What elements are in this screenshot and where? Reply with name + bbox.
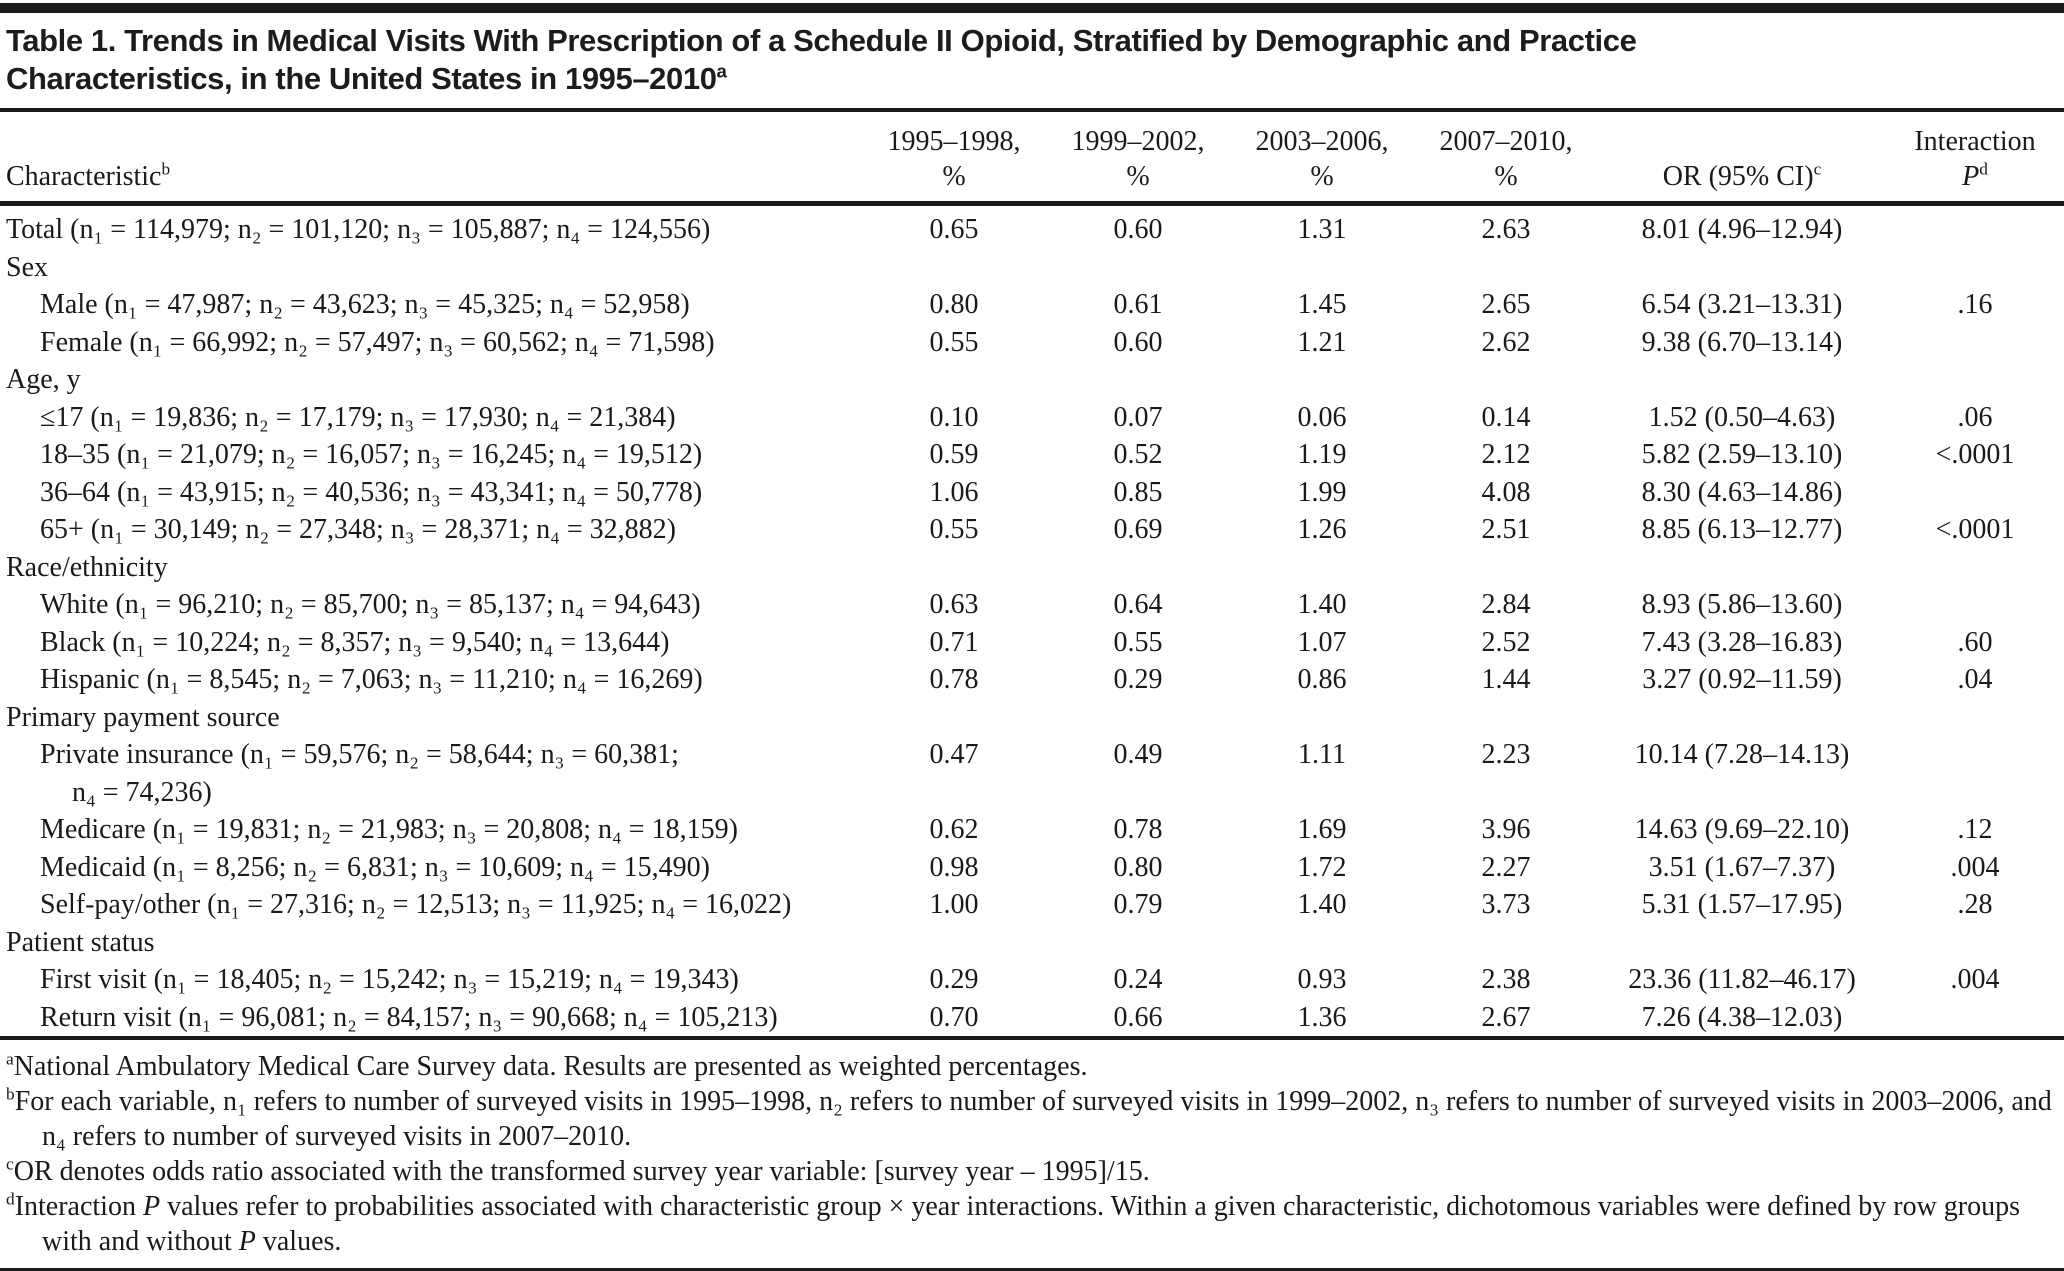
- row-pct-1995-1998: 1.00: [929, 889, 979, 920]
- row-pct-2007-2010: 2.63: [1481, 214, 1531, 245]
- row-characteristic: Hispanic (n₁ = 8,545; n₂ = 7,063; n₃ = 11,210; n₄ = 16,269): [40, 664, 703, 695]
- row-interaction-p: .004: [1950, 964, 2000, 995]
- row-interaction-p: .12: [1957, 814, 1993, 845]
- row-pct-1995-1998: 0.55: [929, 326, 979, 358]
- row-or-ci: 6.54 (3.21–13.31): [1641, 289, 1843, 320]
- row-pct-2007-2010: 2.65: [1481, 289, 1531, 320]
- row-pct-2007-2010: 2.23: [1481, 739, 1531, 770]
- row-characteristic: Self-pay/other (n₁ = 27,316; n₂ = 12,513; n₃ = 11,925; n₄ = 16,022): [40, 889, 792, 920]
- row-pct-1999-2002: 0.78: [1113, 814, 1163, 845]
- footnote-b-marker: b: [6, 1084, 15, 1104]
- table-row: [0, 624, 2064, 662]
- table-figure: [0, 3, 2064, 1271]
- row-pct-2003-2006: 1.21: [1297, 326, 1347, 358]
- row-pct-1995-1998: 0.70: [929, 1001, 979, 1033]
- row-or-ci: 8.93 (5.86–13.60): [1641, 589, 1843, 620]
- row-pct-2003-2006: [1230, 699, 1414, 737]
- row-interaction-p: <.0001: [1935, 514, 2015, 545]
- table-row: [0, 399, 2064, 437]
- table-row: [0, 586, 2064, 624]
- row-pct-1999-2002: [1046, 361, 1230, 399]
- table-title: [6, 22, 2056, 98]
- row-characteristic: 18–35 (n₁ = 21,079; n₂ = 16,057; n₃ = 16,245; n₄ = 19,512): [40, 439, 703, 470]
- row-pct-2007-2010: 2.12: [1481, 439, 1531, 470]
- row-interaction-p: [1886, 586, 2064, 624]
- row-or-ci: 1.52 (0.50–4.63): [1648, 401, 1836, 433]
- row-pct-1995-1998: 0.63: [929, 589, 979, 620]
- table-row: [0, 204, 2064, 249]
- row-or-ci: 8.01 (4.96–12.94): [1641, 214, 1843, 245]
- table-header: [0, 110, 2064, 204]
- row-or-ci: 5.82 (2.59–13.10): [1641, 439, 1843, 470]
- row-interaction-p: [1886, 736, 2064, 811]
- row-pct-1995-1998: 0.80: [929, 289, 979, 320]
- row-pct-2003-2006: 1.11: [1298, 739, 1346, 770]
- row-characteristic: ≤17 (n₁ = 19,836; n₂ = 17,179; n₃ = 17,930; n₄ = 21,384): [40, 401, 676, 433]
- row-pct-1999-2002: [1046, 699, 1230, 737]
- row-interaction-p: .16: [1957, 289, 1993, 320]
- row-characteristic: First visit (n₁ = 18,405; n₂ = 15,242; n₃ = 15,219; n₄ = 19,343): [40, 964, 739, 995]
- row-pct-1999-2002: 0.29: [1113, 664, 1163, 695]
- row-interaction-p: .04: [1957, 664, 1993, 695]
- row-pct-1995-1998: 1.06: [929, 476, 979, 508]
- col-header-characteristic: Characteristic$^b$: [0, 110, 862, 204]
- row-interaction-p: .06: [1957, 401, 1993, 433]
- row-pct-2007-2010: [1414, 924, 1598, 962]
- row-pct-2003-2006: 1.26: [1297, 514, 1347, 545]
- row-pct-2007-2010: 4.08: [1481, 476, 1531, 508]
- table-row: [0, 699, 2064, 737]
- row-pct-1995-1998: 0.71: [929, 626, 979, 658]
- row-pct-2003-2006: 0.86: [1297, 664, 1347, 695]
- row-or-ci: 5.31 (1.57–17.95): [1641, 889, 1843, 920]
- row-pct-2007-2010: [1414, 249, 1598, 287]
- row-pct-1999-2002: 0.49: [1113, 739, 1163, 770]
- row-characteristic: 65+ (n₁ = 30,149; n₂ = 27,348; n₃ = 28,371; n₄ = 32,882): [40, 514, 676, 545]
- row-pct-1999-2002: 0.69: [1113, 514, 1163, 545]
- row-interaction-p: [1886, 361, 2064, 399]
- row-pct-2003-2006: 1.99: [1297, 476, 1347, 508]
- row-characteristic: Total (n₁ = 114,979; n₂ = 101,120; n₃ = 105,887; n₄ = 124,556): [6, 214, 711, 245]
- table-row: [0, 961, 2064, 999]
- row-characteristic: Black (n₁ = 10,224; n₂ = 8,357; n₃ = 9,540; n₄ = 13,644): [40, 626, 670, 658]
- row-or-ci: 8.85 (6.13–12.77): [1641, 514, 1843, 545]
- row-pct-1995-1998: 0.59: [929, 439, 979, 470]
- footnote-a: $^a$National Ambulatory Medical Care Survey data. Results are presented as weighted percentages.: [6, 1049, 1088, 1082]
- row-pct-1995-1998: 0.47: [929, 739, 979, 770]
- italic-p: P: [1962, 161, 1980, 192]
- row-pct-1999-2002: 0.60: [1113, 326, 1163, 358]
- row-pct-1995-1998: [862, 361, 1046, 399]
- row-or-ci: [1598, 699, 1886, 737]
- footnote-b: $^b$For each variable, n₁ refers to number of surveyed visits in 1995–1998, n₂ refers to number of surveyed visits in 1999–2002, n₃ refers to number of surveyed visits in 2003–2006, and n₄ refers to number of surveyed visits in 2007–2010.: [6, 1084, 2052, 1152]
- row-characteristic: Primary payment source: [6, 701, 280, 733]
- row-characteristic: Private insurance (n₁ = 59,576; n₂ = 58,644; n₃ = 60,381; n₄ = 74,236): [0, 736, 862, 811]
- footnote-c: $^c$OR denotes odds ratio associated with the transformed survey year variable: [survey year – 1995]/15.: [6, 1154, 1150, 1187]
- row-pct-1999-2002: [1046, 549, 1230, 587]
- row-pct-1999-2002: 0.52: [1113, 439, 1163, 470]
- italic-p: P: [142, 1191, 161, 1222]
- row-or-ci: [1598, 549, 1886, 587]
- footnote-d: $^d$Interaction P values refer to probabilities associated with characteristic group × year interactions. Within a given characteristic, dichotomous variables were defined by row groups with and without P values.: [6, 1189, 2021, 1257]
- table-row: [0, 924, 2064, 962]
- table-row: [0, 886, 2064, 924]
- row-pct-2007-2010: [1414, 549, 1598, 587]
- row-pct-2003-2006: [1230, 361, 1414, 399]
- row-pct-1995-1998: [862, 699, 1046, 737]
- row-pct-1995-1998: 0.65: [929, 214, 979, 245]
- row-pct-2003-2006: [1230, 549, 1414, 587]
- row-pct-2007-2010: 0.14: [1481, 401, 1531, 433]
- row-interaction-p: [1886, 699, 2064, 737]
- row-pct-1995-1998: [862, 924, 1046, 962]
- footnote-marker-b: b: [161, 159, 171, 179]
- row-pct-2003-2006: [1230, 924, 1414, 962]
- row-interaction-p: .60: [1957, 626, 1993, 658]
- table-row: [0, 361, 2064, 399]
- row-pct-2003-2006: 1.69: [1297, 814, 1347, 845]
- col-header-1999-2002: 1999–2002, %: [1046, 110, 1230, 204]
- row-pct-2003-2006: 1.31: [1297, 214, 1347, 245]
- table-row: [0, 511, 2064, 549]
- opioid-trends-table: [0, 108, 2064, 1040]
- table-title-line2: Characteristics, in the United States in 1995–2010$^a$: [6, 60, 727, 96]
- row-characteristic: Medicare (n₁ = 19,831; n₂ = 21,983; n₃ = 20,808; n₄ = 18,159): [40, 814, 738, 845]
- row-pct-1995-1998: [862, 249, 1046, 287]
- row-pct-1999-2002: 0.80: [1113, 851, 1163, 883]
- row-interaction-p: <.0001: [1935, 439, 2015, 470]
- row-interaction-p: [1886, 324, 2064, 362]
- row-pct-2007-2010: 2.51: [1481, 514, 1531, 545]
- row-pct-2003-2006: 1.72: [1297, 851, 1347, 883]
- row-pct-1999-2002: 0.79: [1113, 889, 1163, 920]
- table-row: [0, 249, 2064, 287]
- row-pct-2003-2006: 1.40: [1297, 889, 1347, 920]
- row-characteristic: 36–64 (n₁ = 43,915; n₂ = 40,536; n₃ = 43,341; n₄ = 50,778): [40, 476, 703, 508]
- table-row: [0, 736, 2064, 811]
- row-characteristic: White (n₁ = 96,210; n₂ = 85,700; n₃ = 85,137; n₄ = 94,643): [40, 589, 701, 620]
- row-characteristic: Patient status: [6, 926, 155, 958]
- row-pct-1995-1998: 0.55: [929, 514, 979, 545]
- table-row: [0, 474, 2064, 512]
- row-pct-1999-2002: [1046, 249, 1230, 287]
- row-interaction-p: [1886, 549, 2064, 587]
- row-pct-2003-2006: 1.40: [1297, 589, 1347, 620]
- row-pct-1995-1998: 0.98: [929, 851, 979, 883]
- footnote-a-marker: a: [6, 1049, 14, 1069]
- row-characteristic: Race/ethnicity: [6, 551, 168, 583]
- row-pct-2003-2006: 1.36: [1297, 1001, 1347, 1033]
- row-pct-2007-2010: 2.84: [1481, 589, 1531, 620]
- row-interaction-p: .004: [1950, 851, 2000, 883]
- row-pct-2003-2006: 1.45: [1297, 289, 1347, 320]
- table-row: [0, 811, 2064, 849]
- row-pct-2007-2010: 1.44: [1481, 664, 1531, 695]
- row-characteristic: Male (n₁ = 47,987; n₂ = 43,623; n₃ = 45,325; n₄ = 52,958): [40, 289, 690, 320]
- col-header-2003-2006: 2003–2006, %: [1230, 110, 1414, 204]
- footnote-d-marker: d: [6, 1189, 15, 1209]
- top-rule-bar: [0, 3, 2064, 13]
- row-interaction-p: [1886, 999, 2064, 1039]
- row-or-ci: 3.51 (1.67–7.37): [1648, 851, 1836, 883]
- row-pct-1995-1998: 0.29: [929, 964, 979, 995]
- row-or-ci: [1598, 249, 1886, 287]
- row-pct-1999-2002: 0.24: [1113, 964, 1163, 995]
- table-row: [0, 324, 2064, 362]
- row-or-ci: 7.43 (3.28–16.83): [1641, 626, 1843, 658]
- row-pct-1999-2002: 0.64: [1113, 589, 1163, 620]
- col-header-or-ci: OR (95% CI)$^c$: [1598, 110, 1886, 204]
- row-pct-2003-2006: 0.93: [1297, 964, 1347, 995]
- row-pct-2003-2006: 1.19: [1297, 439, 1347, 470]
- row-pct-1995-1998: 0.78: [929, 664, 979, 695]
- row-interaction-p: [1886, 474, 2064, 512]
- footnote-marker-c: c: [1813, 159, 1822, 179]
- row-characteristic: Medicaid (n₁ = 8,256; n₂ = 6,831; n₃ = 10,609; n₄ = 15,490): [40, 851, 710, 883]
- row-interaction-p: [1886, 249, 2064, 287]
- row-pct-1999-2002: 0.85: [1113, 476, 1163, 508]
- table-row: [0, 999, 2064, 1039]
- row-interaction-p: .28: [1957, 889, 1993, 920]
- table-body: [0, 204, 2064, 1039]
- row-pct-2007-2010: [1414, 699, 1598, 737]
- row-pct-1999-2002: 0.07: [1113, 401, 1163, 433]
- col-header-2007-2010: 2007–2010, %: [1414, 110, 1598, 204]
- row-pct-1999-2002: 0.55: [1113, 626, 1163, 658]
- row-characteristic: Sex: [6, 251, 48, 283]
- row-pct-2007-2010: 2.62: [1481, 326, 1531, 358]
- row-or-ci: 23.36 (11.82–46.17): [1628, 964, 1856, 995]
- row-or-ci: 14.63 (9.69–22.10): [1634, 814, 1850, 845]
- table-row: [0, 849, 2064, 887]
- row-or-ci: [1598, 361, 1886, 399]
- row-pct-2007-2010: 2.52: [1481, 626, 1531, 658]
- row-or-ci: 10.14 (7.28–14.13): [1634, 739, 1850, 770]
- row-pct-1999-2002: [1046, 924, 1230, 962]
- row-pct-1999-2002: 0.60: [1113, 214, 1163, 245]
- row-or-ci: 8.30 (4.63–14.86): [1641, 476, 1843, 508]
- table-title-line1: Table 1. Trends in Medical Visits With Prescription of a Schedule II Opioid, Stratified by Demographic and Practice: [6, 23, 1637, 58]
- table-row: [0, 436, 2064, 474]
- header-row: [0, 110, 2064, 204]
- row-characteristic: Return visit (n₁ = 96,081; n₂ = 84,157; n₃ = 90,668; n₄ = 105,213): [40, 1001, 778, 1033]
- row-pct-2003-2006: [1230, 249, 1414, 287]
- row-interaction-p: [1886, 924, 2064, 962]
- table-row: [0, 286, 2064, 324]
- row-pct-1999-2002: 0.66: [1113, 1001, 1163, 1033]
- col-header-interaction-p: Interaction $P^d$: [1886, 110, 2064, 204]
- footnote-marker-d: d: [1979, 159, 1988, 179]
- row-pct-1999-2002: 0.61: [1113, 289, 1163, 320]
- row-or-ci: 3.27 (0.92–11.59): [1642, 664, 1842, 695]
- row-characteristic: Age, y: [6, 364, 81, 395]
- row-pct-1995-1998: [862, 549, 1046, 587]
- row-pct-2003-2006: 0.06: [1297, 401, 1347, 433]
- row-pct-2007-2010: 2.38: [1481, 964, 1531, 995]
- row-or-ci: 9.38 (6.70–13.14): [1641, 326, 1843, 358]
- row-pct-2007-2010: [1414, 361, 1598, 399]
- title-footnote-marker-a: a: [716, 60, 727, 82]
- row-interaction-p: [1886, 204, 2064, 249]
- row-or-ci: [1598, 924, 1886, 962]
- row-characteristic-continuation: n₄ = 74,236): [72, 776, 212, 808]
- row-or-ci: 7.26 (4.38–12.03): [1641, 1001, 1843, 1033]
- row-characteristic: Female (n₁ = 66,992; n₂ = 57,497; n₃ = 60,562; n₄ = 71,598): [40, 326, 715, 358]
- row-pct-2007-2010: 2.67: [1481, 1001, 1531, 1033]
- footnotes: [0, 1040, 2064, 1259]
- col-header-1995-1998: 1995–1998, %: [862, 110, 1046, 204]
- row-pct-1995-1998: 0.10: [929, 401, 979, 433]
- row-pct-2003-2006: 1.07: [1297, 626, 1347, 658]
- italic-p: P: [238, 1226, 256, 1257]
- row-pct-2007-2010: 2.27: [1481, 851, 1531, 883]
- table-row: [0, 661, 2064, 699]
- row-pct-2007-2010: 3.73: [1481, 889, 1531, 920]
- table-row: [0, 549, 2064, 587]
- footnote-c-marker: c: [6, 1154, 14, 1174]
- row-pct-2007-2010: 3.96: [1481, 814, 1531, 845]
- row-pct-1995-1998: 0.62: [929, 814, 979, 845]
